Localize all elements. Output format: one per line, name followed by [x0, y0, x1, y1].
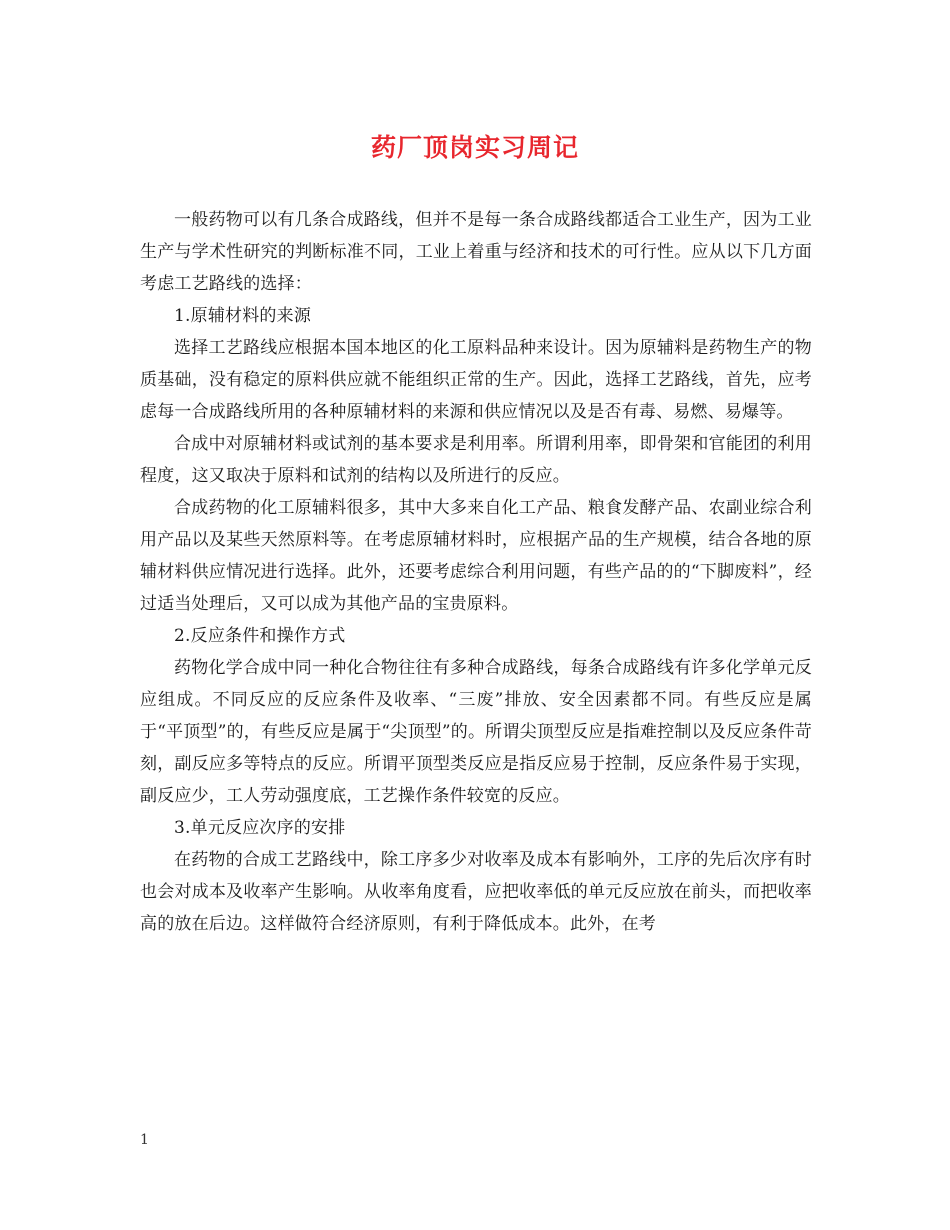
document-body — [140, 204, 812, 940]
document-title: 药厂顶岗实习周记 — [370, 133, 579, 162]
page-number: 1 — [140, 1132, 149, 1148]
paragraph-intro: 一般药物可以有几条合成路线，但并不是每一条合成路线都适合工业生产，因为工业生产与学术性研究的判断标准不同，工业上着重与经济和技术的可行性。应从以下几方面考虑工艺路线的选择： — [140, 210, 812, 294]
section-heading-reaction-conditions: 2.反应条件和操作方式 — [174, 626, 346, 646]
paragraph-reaction-order: 在药物的合成工艺路线中，除工序多少对收率及成本有影响外，工序的先后次序有时也会对成本及收率产生影响。从收率角度看，应把收率低的单元反应放在前头，而把收率高的放在后边。这样做符合经济原则，有利于降低成本。此外，在考 — [140, 850, 812, 934]
paragraph-raw-materials: 选择工艺路线应根据本国本地区的化工原料品种来设计。因为原辅料是药物生产的物质基础，没有稳定的原料供应就不能组织正常的生产。因此，选择工艺路线，首先，应考虑每一合成路线所用的各种原辅材料的来源和供应情况以及是否有毒、易燃、易爆等。 — [140, 338, 812, 422]
section-heading-raw-materials: 1.原辅材料的来源 — [174, 306, 312, 326]
paragraph-material-sources: 合成药物的化工原辅料很多，其中大多来自化工产品、粮食发酵产品、农副业综合利用产品以及某些天然原料等。在考虑原辅材料时，应根据产品的生产规模，结合各地的原辅材料供应情况进行选择。此外，还要考虑综合利用问题，有些产品的的“下脚废料”，经过适当处理后，又可以成为其他产品的宝贵原料。 — [140, 498, 812, 614]
section-heading-reaction-order: 3.单元反应次序的安排 — [174, 818, 346, 838]
paragraph-utilization: 合成中对原辅材料或试剂的基本要求是利用率。所谓利用率，即骨架和官能团的利用程度，这又取决于原料和试剂的结构以及所进行的反应。 — [140, 434, 812, 486]
paragraph-reaction-conditions: 药物化学合成中同一种化合物往往有多种合成路线，每条合成路线有许多化学单元反应组成。不同反应的反应条件及收率、“三废”排放、安全因素都不同。有些反应是属于“平顶型”的，有些反应是属于“尖顶型”的。所谓尖顶型反应是指难控制以及反应条件苛刻，副反应多等特点的反应。所谓平顶型类反应是指反应易于控制，反应条件易于实现，副反应少，工人劳动强度底，工艺操作条件较宽的反应。 — [140, 658, 812, 806]
